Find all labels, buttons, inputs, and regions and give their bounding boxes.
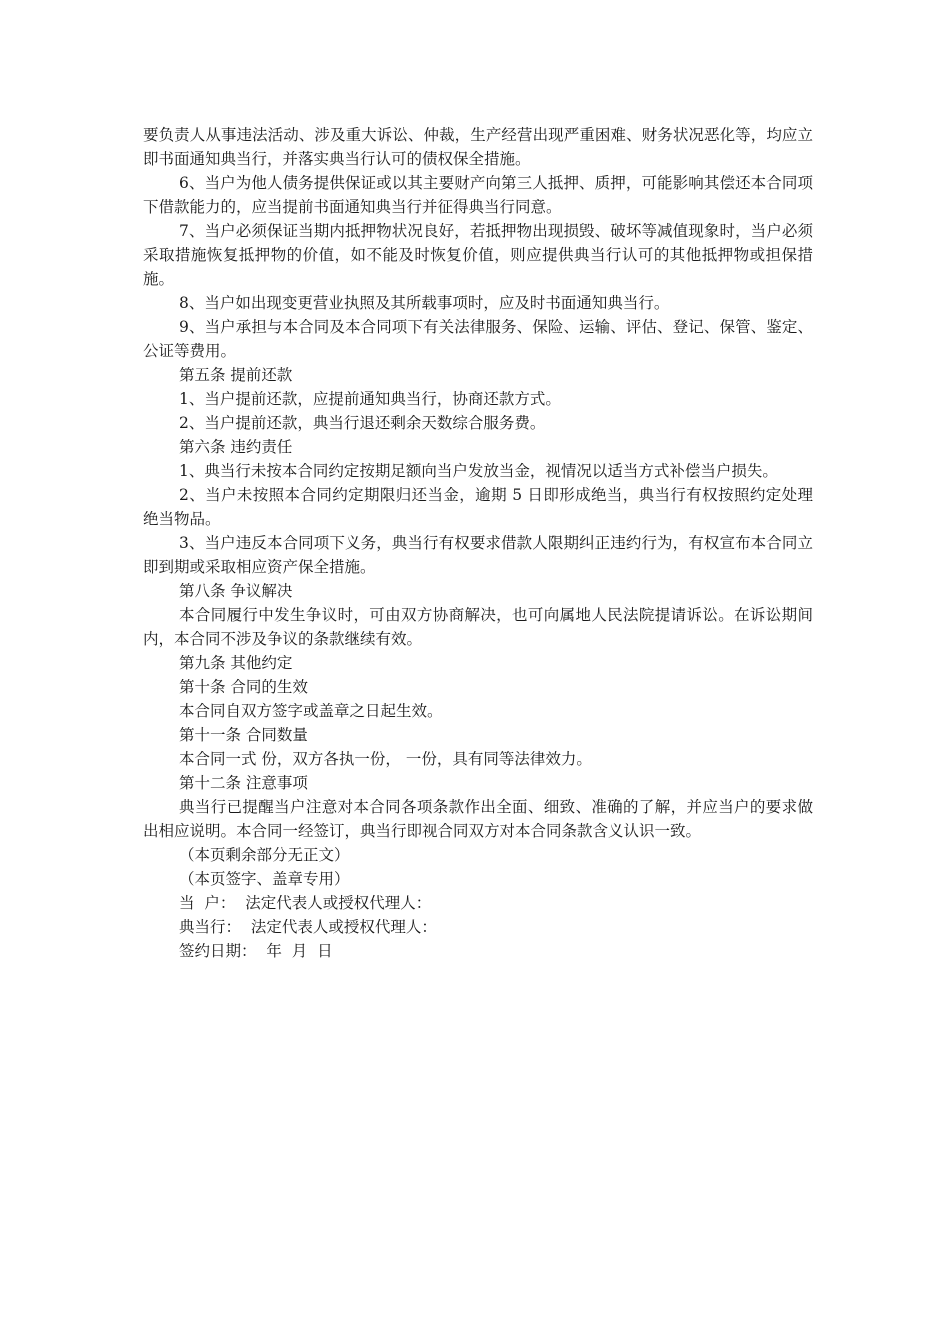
clause-10-body: 本合同自双方签字或盖章之日起生效。 xyxy=(179,702,443,720)
party-value: 法定代表人或授权代理人： xyxy=(245,894,432,912)
clause-8-body: 本合同履行中发生争议时，可由双方协商解决，也可向属地人民法院提请诉讼。在诉讼期间内，本合同不涉及争议的条款继续有效。 xyxy=(143,606,813,648)
clause-5-1: 1、当户提前还款，应提前通知典当行，协商还款方式。 xyxy=(179,390,561,408)
pawnshop-label: 典当行： xyxy=(179,918,242,936)
page-note-signature: （本页签字、盖章专用） xyxy=(179,870,350,888)
clause-6-2: 2、当户未按照本合同约定期限归还当金，逾期 5 日即形成绝当，典当行有权按照约定处理绝当物品。 xyxy=(143,486,813,528)
signature-date-line xyxy=(143,939,813,963)
clause-11-body: 本合同一式 份，双方各执一份， 一份，具有同等法律效力。 xyxy=(179,750,592,768)
clause-12-body: 典当行已提醒当户注意对本合同各项条款作出全面、细致、准确的了解，并应当户的要求做出相应说明。本合同一经签订，典当行即视合同双方对本合同条款含义认识一致。 xyxy=(143,798,813,840)
party-label: 当 户： xyxy=(179,894,236,912)
date-value: 年 月 日 xyxy=(266,942,333,960)
date-label: 签约日期： xyxy=(179,942,257,960)
section-heading-5: 第五条 提前还款 xyxy=(179,366,293,384)
section-heading-8: 第八条 争议解决 xyxy=(179,582,293,600)
clause-7: 7、当户必须保证当期内抵押物状况良好，若抵押物出现损毁、破坏等减值现象时，当户必须采取措施恢复抵押物的价值，如不能及时恢复价值，则应提供典当行认可的其他抵押物或担保措施。 xyxy=(143,222,813,288)
section-heading-6: 第六条 违约责任 xyxy=(179,438,293,456)
clause-6-3: 3、当户违反本合同项下义务，典当行有权要求借款人限期纠正违约行为，有权宣布本合同立即到期或采取相应资产保全措施。 xyxy=(143,534,813,576)
section-heading-12: 第十二条 注意事项 xyxy=(179,774,308,792)
pawnshop-value: 法定代表人或授权代理人： xyxy=(250,918,437,936)
section-heading-10: 第十条 合同的生效 xyxy=(179,678,308,696)
contract-page xyxy=(143,123,813,963)
signature-party-line xyxy=(143,891,813,915)
clause-9: 9、当户承担与本合同及本合同项下有关法律服务、保险、运输、评估、登记、保管、鉴定、公证等费用。 xyxy=(143,318,813,360)
section-heading-11: 第十一条 合同数量 xyxy=(179,726,308,744)
clause-5-2: 2、当户提前还款，典当行退还剩余天数综合服务费。 xyxy=(179,414,546,432)
clause-8: 8、当户如出现变更营业执照及其所载事项时，应及时书面通知典当行。 xyxy=(179,294,670,312)
paragraph: 要负责人从事违法活动、涉及重大诉讼、仲裁，生产经营出现严重困难、财务状况恶化等，均应立即书面通知典当行，并落实典当行认可的债权保全措施。 xyxy=(143,126,813,168)
section-heading-9: 第九条 其他约定 xyxy=(179,654,293,672)
clause-6: 6、当户为他人债务提供保证或以其主要财产向第三人抵押、质押，可能影响其偿还本合同项下借款能力的，应当提前书面通知典当行并征得典当行同意。 xyxy=(143,174,813,216)
page-note-no-text: （本页剩余部分无正文） xyxy=(179,846,350,864)
clause-6-1: 1、典当行未按本合同约定按期足额向当户发放当金，视情况以适当方式补偿当户损失。 xyxy=(179,462,778,480)
signature-pawnshop-line xyxy=(143,915,813,939)
